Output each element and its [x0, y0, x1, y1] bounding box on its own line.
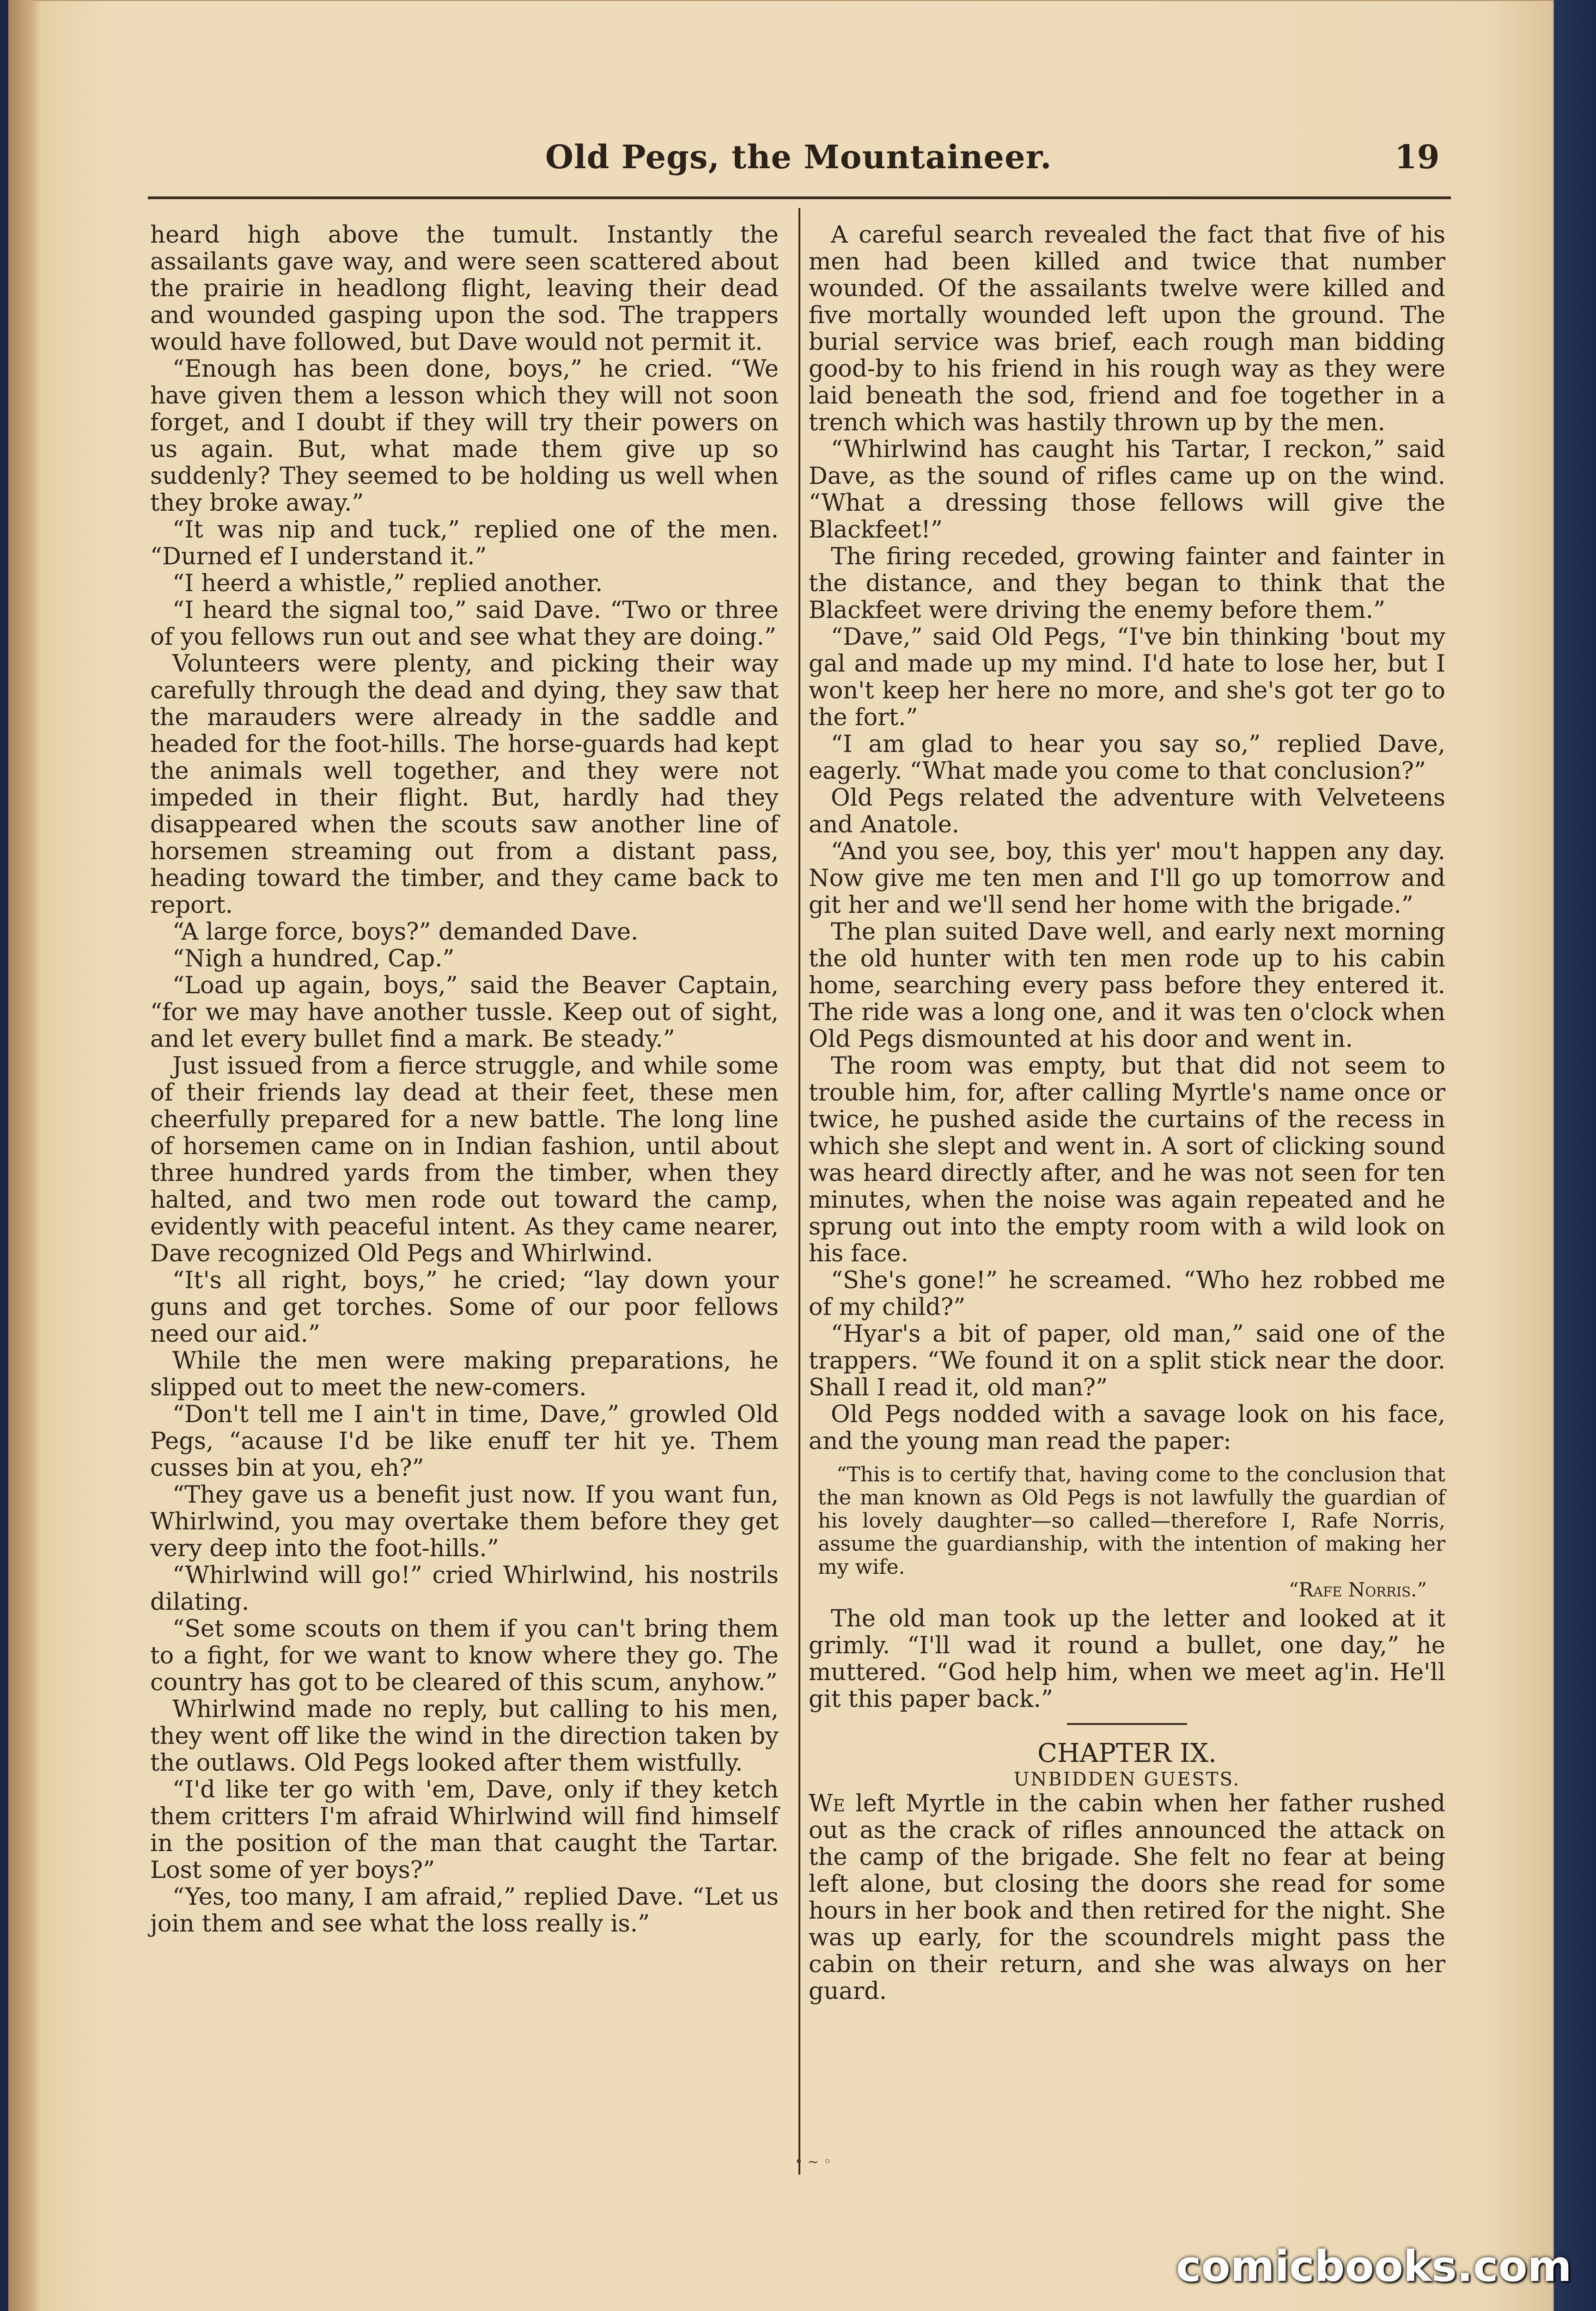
paragraph: “It's all right, boys,” he cried; “lay down your guns and get torches. Some of our poor fellows need our aid.”: [150, 1267, 779, 1348]
quoted-letter: [818, 1463, 1445, 1601]
paragraph: “She's gone!” he screamed. “Who hez robbed me of my child?”: [809, 1267, 1445, 1321]
page-binding-edge: [8, 0, 41, 2311]
letter-text: “This is to certify that, having come to the conclusion that the man known as Old Pegs is not lawfully the guardian of his lovely daughter—so called—therefore I, Rafe Norris, assume the guardianship, with the intention of making her my wife.: [818, 1463, 1445, 1579]
paragraph: While the men were making preparations, he slipped out to meet the new-comers.: [150, 1347, 779, 1401]
paragraph: Old Pegs nodded with a savage look on his face, and the young man read the paper:: [809, 1401, 1445, 1455]
paragraph: The room was empty, but that did not seem to trouble him, for, after calling Myrtle's name once or twice, he pushed aside the curtains of the recess in which she slept and went in. A sort of clicking sound was heard directly after, and he was not seen for ten minutes, when the noise was again repeated and he sprung out into the empty room with a wild look on his face.: [809, 1052, 1445, 1267]
watermark: comicbooks.com: [1176, 2242, 1572, 2291]
paragraph: “I am glad to hear you say so,” replied Dave, eagerly. “What made you come to that conclusion?”: [809, 731, 1445, 785]
left-column: [150, 222, 779, 1938]
paragraph: Just issued from a fierce struggle, and while some of their friends lay dead at their feet, these men cheerfully prepared for a new battle. The long line of horsemen came on in Indian fashion, until about three hundred yards from the timber, when they halted, and two men rode out toward the camp, evidently with peaceful intent. As they came nearer, Dave recognized Old Pegs and Whirlwind.: [150, 1052, 779, 1267]
paragraph: “I heerd a whistle,” replied another.: [172, 570, 603, 597]
paragraph: A careful search revealed the fact that five of his men had been killed and twice that number wounded. Of the assailants twelve were killed and five mortally wounded left upon the ground. The burial service was brief, each rough man bidding good-by to his friend in his rough way as they were laid beneath the sod, friend and foe together in a trench which was hastily thrown up by the men.: [809, 221, 1445, 436]
paragraph: “I'd like ter go with 'em, Dave, only if they ketch them critters I'm afraid Whirlwind will find himself in the position of the man that caught the Tartar. Lost some of yer boys?”: [150, 1776, 779, 1884]
paragraph: “Don't tell me I ain't in time, Dave,” growled Old Pegs, “acause I'd be like enuff ter hit ye. Them cusses bin at you, eh?”: [150, 1401, 779, 1482]
paragraph: “Load up again, boys,” said the Beaver Captain, “for we may have another tussle. Keep out of sight, and let every bullet find a mark. Be steady.”: [150, 972, 779, 1053]
paragraph: “Set some scouts on them if you can't bring them to a fight, for we want to know where they go. The country has got to be cleared of this scum, anyhow.”: [150, 1615, 779, 1696]
opening-text: left Myrtle in the cabin when her father rushed out as the crack of rifles announced the attack on the camp of the brigade. She felt no fear at being left alone, but closing the doors she read for some hours in her book and then retired for the night. She was up early, for the scoundrels might pass the cabin on their return, and she was always on her guard.: [809, 1790, 1445, 2005]
footer-mark: • ~ ◦: [795, 2154, 832, 2170]
paragraph: Volunteers were plenty, and picking their way carefully through the dead and dying, they saw that the marauders were already in the saddle and headed for the foot-hills. The horse-guards had kept the animals well together, and they were not impeded in their flight. But, hardly had they disappeared when the scouts saw another line of horsemen streaming out from a distant pass, heading toward the timber, and they came back to report.: [150, 650, 779, 919]
paragraph: “I heard the signal too,” said Dave. “Two or three of you fellows run out and see what they are doing.”: [150, 597, 779, 651]
paragraph: “And you see, boy, this yer' mou't happen any day. Now give me ten men and I'll go up tomorrow and git her and we'll send her home with the brigade.”: [809, 838, 1445, 919]
paragraph: The plan suited Dave well, and early next morning the old hunter with ten men rode up to his cabin home, searching every pass before they entered it. The ride was a long one, and it was ten o'clock when Old Pegs dismounted at his door and went in.: [809, 918, 1445, 1053]
paragraph: Whirlwind made no reply, but calling to his men, they went off like the wind in the direction taken by the outlaws. Old Pegs looked after them wistfully.: [150, 1696, 779, 1777]
opening-word: We: [809, 1790, 845, 1817]
paragraph: “Hyar's a bit of paper, old man,” said one of the trappers. “We found it on a split stick near the door. Shall I read it, old man?”: [809, 1321, 1445, 1401]
running-header-title: Old Pegs, the Mountaineer.: [545, 138, 1052, 176]
paragraph: “They gave us a benefit just now. If you want fun, Whirlwind, you may overtake them before they get very deep into the foot-hills.”: [150, 1481, 779, 1562]
column-divider: [798, 208, 800, 2175]
chapter-heading: CHAPTER IX.: [1037, 1738, 1217, 1768]
paragraph: “A large force, boys?” demanded Dave.: [172, 918, 639, 946]
chapter-opening-paragraph: [809, 1791, 1445, 2005]
chapter-rule: [1067, 1723, 1187, 1725]
chapter-subtitle: UNBIDDEN GUESTS.: [1013, 1769, 1241, 1790]
page-number: 19: [1395, 138, 1440, 176]
paragraph: “Nigh a hundred, Cap.”: [172, 945, 455, 972]
paragraph: Old Pegs related the adventure with Velveteens and Anatole.: [809, 784, 1445, 838]
paragraph: “Whirlwind will go!” cried Whirlwind, his nostrils dilating.: [150, 1562, 779, 1616]
letter-signature: “Rafe Norris.”: [1288, 1578, 1427, 1601]
paragraph: “Yes, too many, I am afraid,” replied Dave. “Let us join them and see what the loss really is.”: [150, 1883, 779, 1938]
paragraph: “Enough has been done, boys,” he cried. “We have given them a lesson which they will not soon forget, and I doubt if they will try their powers on us again. But, what made them give up so suddenly? They seemed to be holding us well when they broke away.”: [150, 355, 779, 517]
paragraph: The firing receded, growing fainter and fainter in the distance, and they began to think that the Blackfeet were driving the enemy before them.”: [809, 543, 1445, 624]
paragraph: “Dave,” said Old Pegs, “I've bin thinking 'bout my gal and made up my mind. I'd hate to lose her, but I won't keep her here no more, and she's got ter go to the fort.”: [809, 624, 1445, 731]
paragraph: “It was nip and tuck,” replied one of the men. “Durned ef I understand it.”: [150, 516, 779, 570]
right-column: [809, 222, 1445, 2005]
paragraph: heard high above the tumult. Instantly the assailants gave way, and were seen scattered about the prairie in headlong flight, leaving their dead and wounded gasping upon the sod. The trappers would have followed, but Dave would not permit it.: [150, 221, 779, 356]
paragraph: “Whirlwind has caught his Tartar, I reckon,” said Dave, as the sound of rifles came up on the wind. “What a dressing those fellows will give the Blackfeet!”: [809, 436, 1445, 544]
header-rule: [148, 196, 1451, 199]
paragraph: The old man took up the letter and looked at it grimly. “I'll wad it round a bullet, one day,” he muttered. “God help him, when we meet ag'in. He'll git this paper back.”: [809, 1605, 1445, 1713]
